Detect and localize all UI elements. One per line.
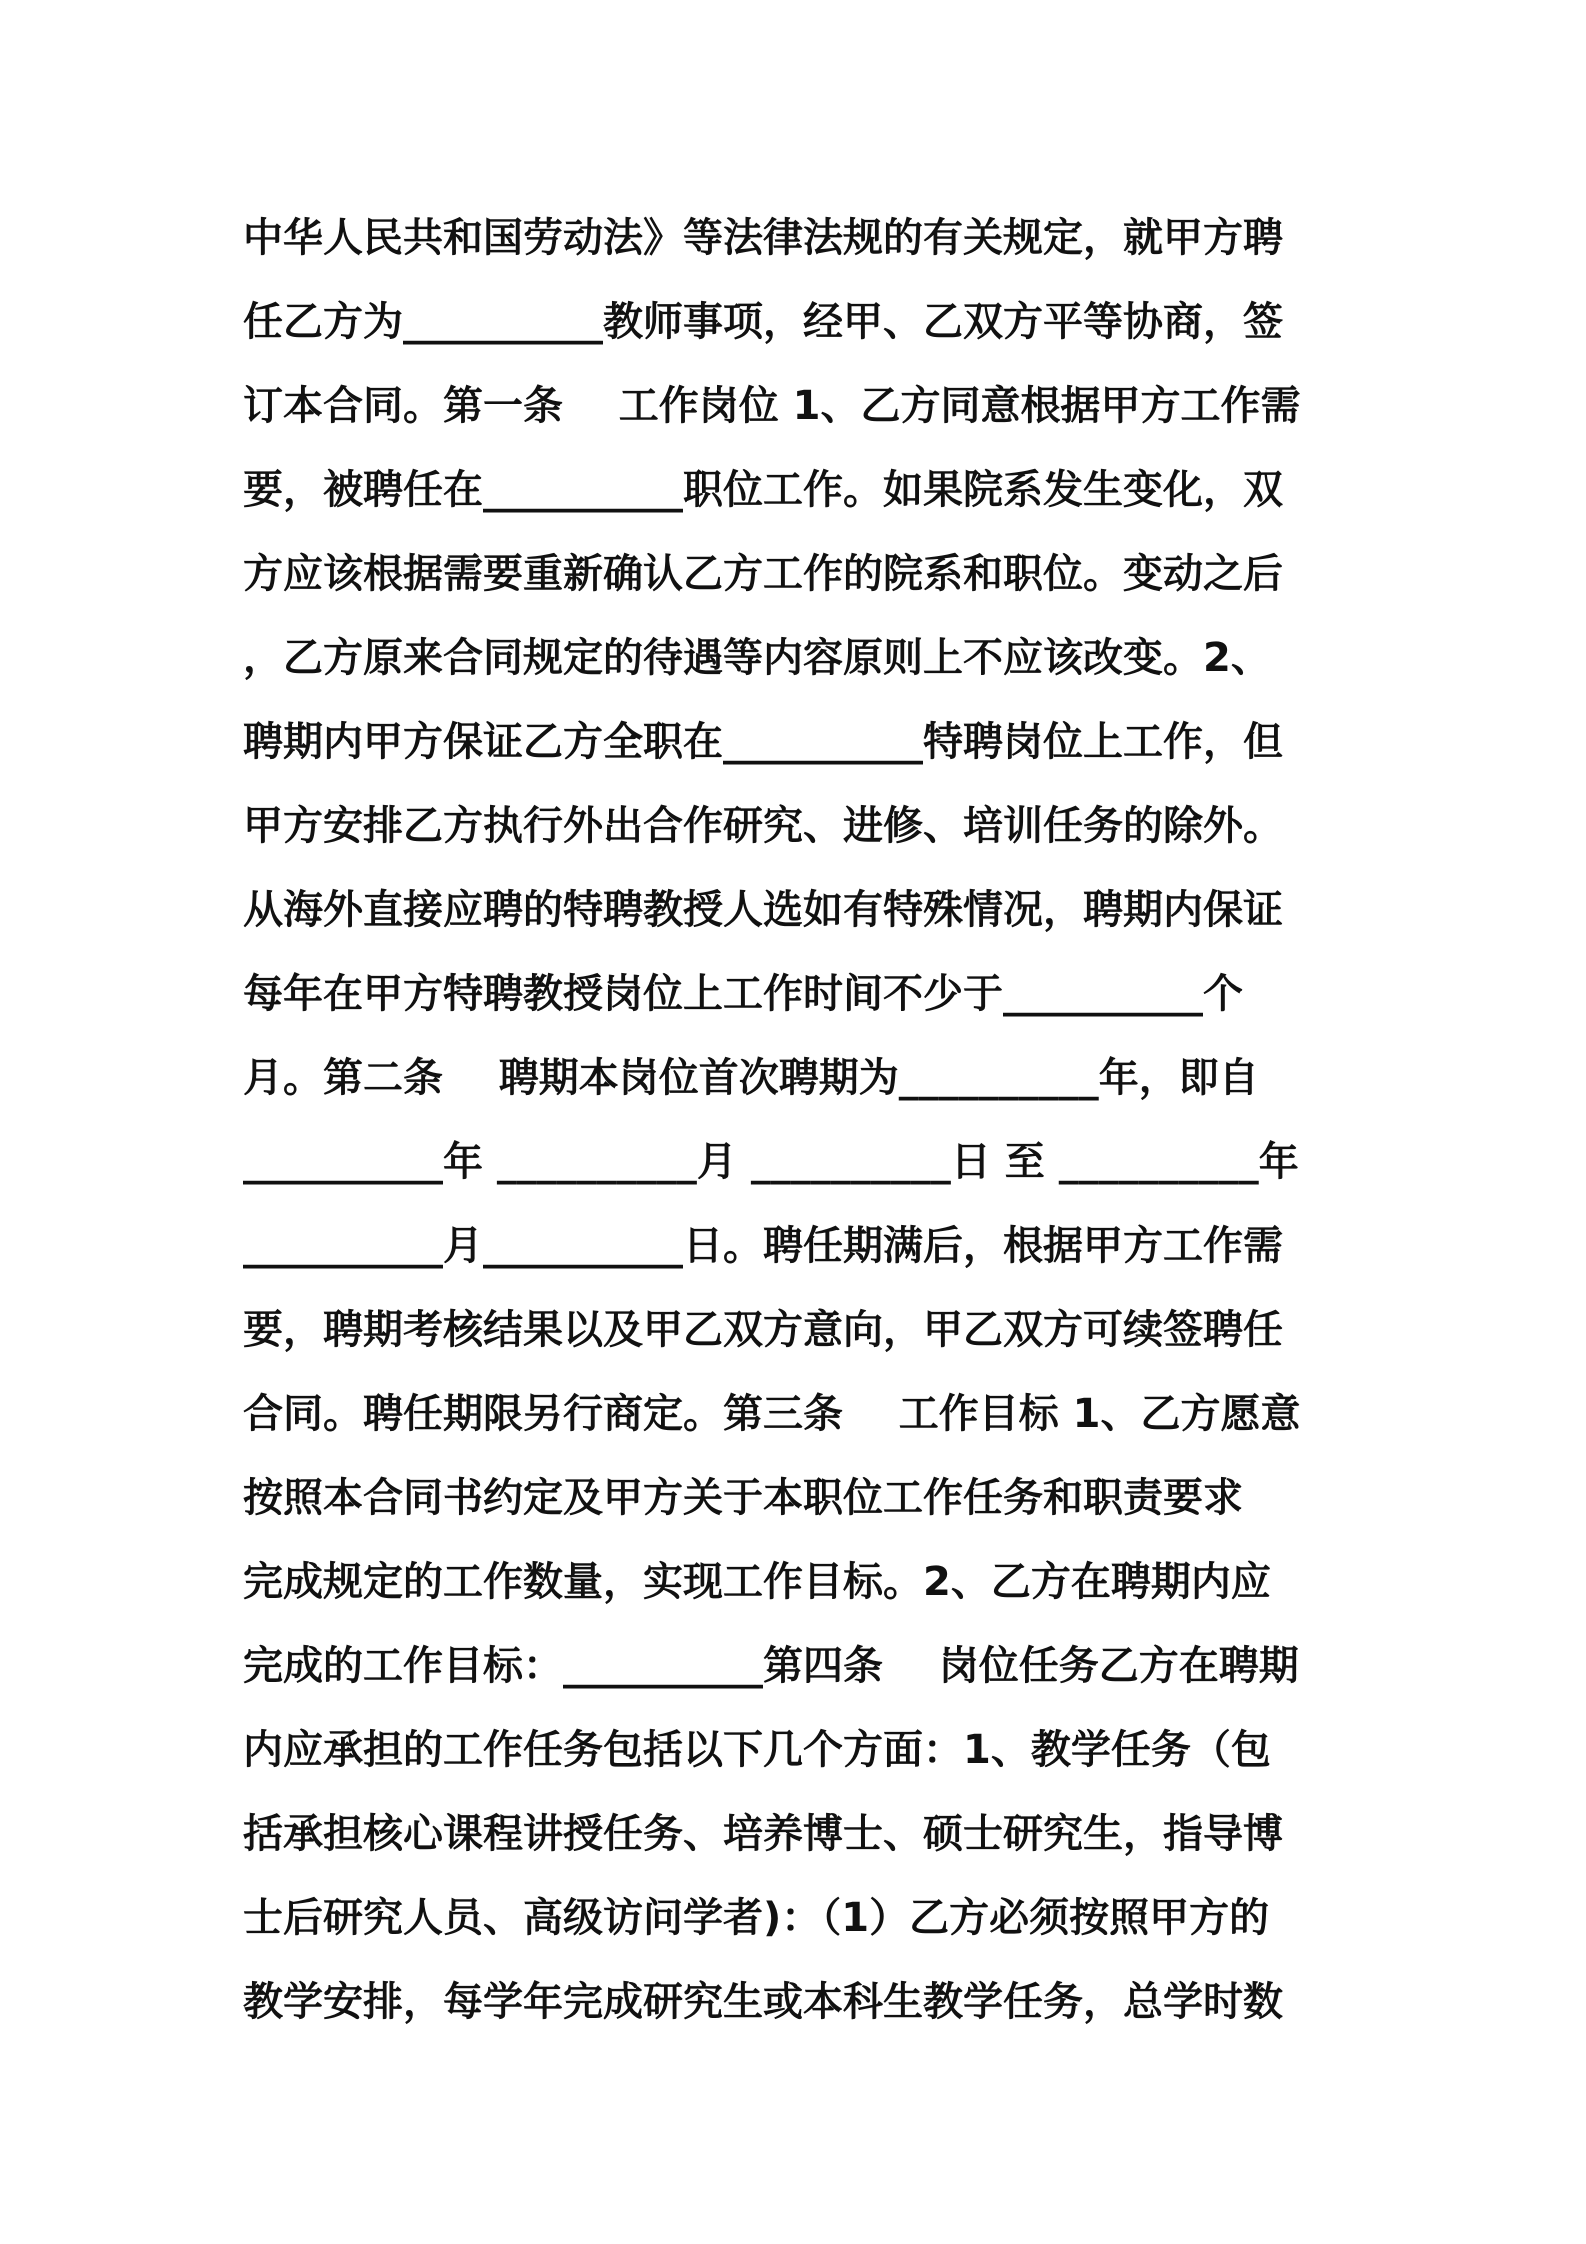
text-line: 订本合同。第一条 工作岗位 1、乙方同意根据甲方工作需 — [243, 383, 1301, 429]
text-line: 括承担核心课程讲授任务、培养博士、硕士研究生，指导博 — [243, 1811, 1283, 1857]
text-line: 完成的工作目标：__________第四条 岗位任务乙方在聘期 — [243, 1643, 1299, 1689]
text-line: 聘期内甲方保证乙方全职在__________特聘岗位上工作，但 — [243, 719, 1283, 765]
contract-body-text — [243, 196, 1355, 2044]
text-line: __________年 __________月 __________日 至 __________年 — [243, 1139, 1299, 1185]
text-line: 要，聘期考核结果以及甲乙双方意向，甲乙双方可续签聘任 — [243, 1307, 1283, 1353]
text-line: 要，被聘任在__________职位工作。如果院系发生变化，双 — [243, 467, 1283, 513]
text-line: 方应该根据需要重新确认乙方工作的院系和职位。变动之后 — [243, 551, 1283, 597]
text-line: 月。第二条 聘期本岗位首次聘期为__________年，即自 — [243, 1055, 1259, 1101]
text-line: 中华人民共和国劳动法》等法律法规的有关规定，就甲方聘 — [243, 215, 1283, 261]
text-line: 内应承担的工作任务包括以下几个方面：1、教学任务（包 — [243, 1727, 1271, 1773]
text-line: ，乙方原来合同规定的待遇等内容原则上不应该改变。2、 — [243, 635, 1271, 681]
text-line: 按照本合同书约定及甲方关于本职位工作任务和职责要求 — [243, 1475, 1243, 1521]
text-line: 任乙方为__________教师事项，经甲、乙双方平等协商，签 — [243, 299, 1283, 345]
text-line: 每年在甲方特聘教授岗位上工作时间不少于__________个 — [243, 971, 1243, 1017]
text-line: 完成规定的工作数量，实现工作目标。2、乙方在聘期内应 — [243, 1559, 1271, 1605]
text-line: 教学安排，每学年完成研究生或本科生教学任务，总学时数 — [243, 1979, 1283, 2025]
text-line: 甲方安排乙方执行外出合作研究、进修、培训任务的除外。 — [243, 803, 1283, 849]
text-line: 合同。聘任期限另行商定。第三条 工作目标 1、乙方愿意 — [243, 1391, 1301, 1437]
text-line: __________月__________日。聘任期满后，根据甲方工作需 — [243, 1223, 1283, 1269]
text-line: 士后研究人员、高级访问学者)：（1）乙方必须按照甲方的 — [243, 1895, 1270, 1941]
text-line: 从海外直接应聘的特聘教授人选如有特殊情况，聘期内保证 — [243, 887, 1283, 933]
